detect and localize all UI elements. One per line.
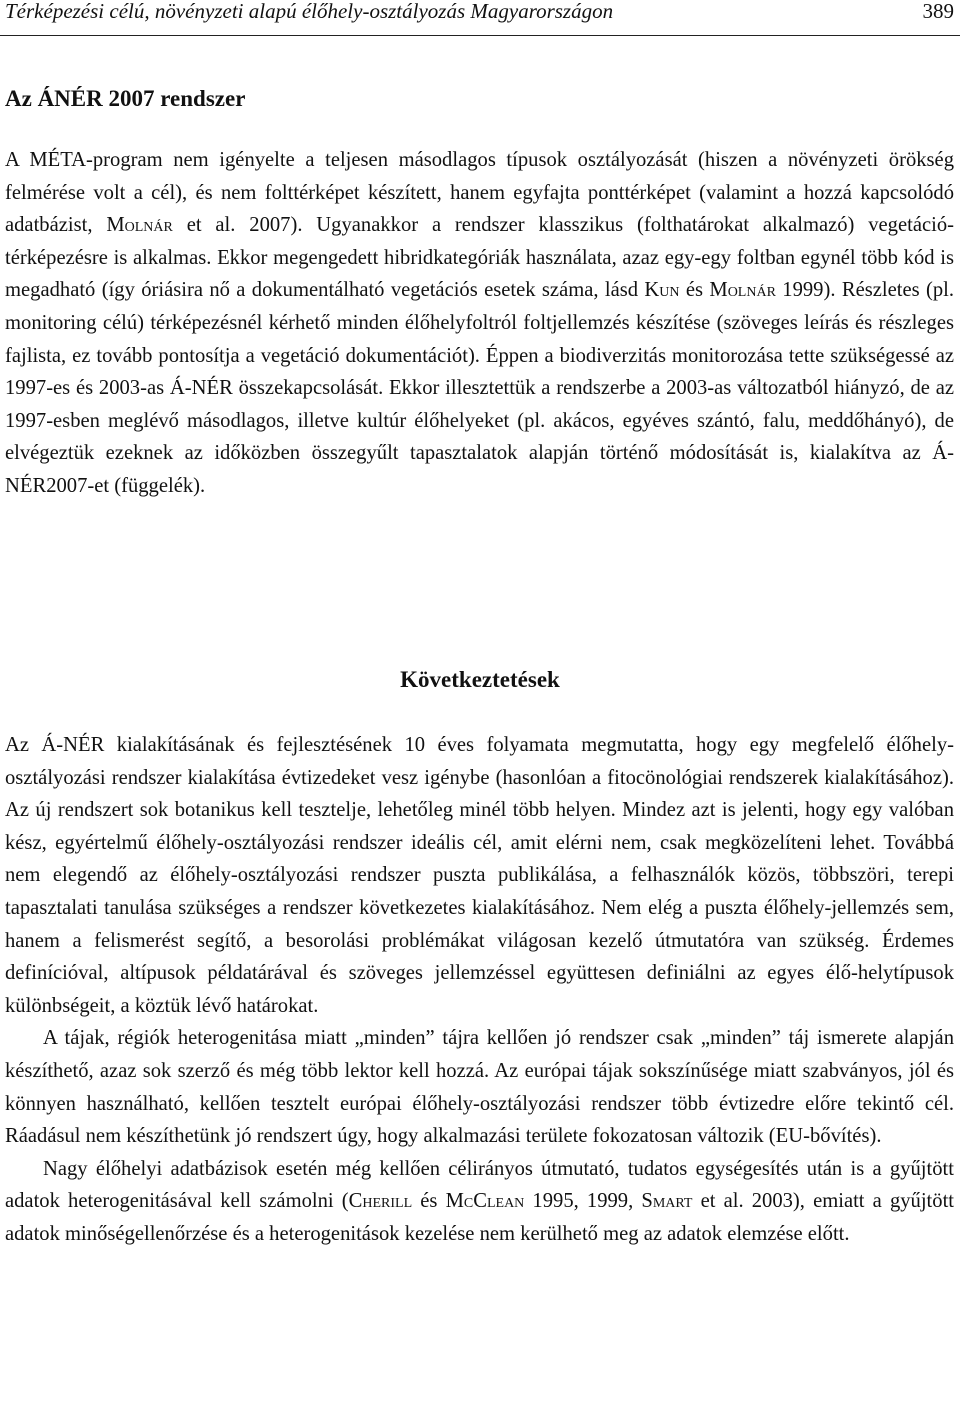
text-run: 1999). Részletes (pl. monitoring célú) térképezésnél kérhető minden élőhelyfoltról foltjellemzés készítése (szöveges leírás és részleges fajlista, ez tovább pontosítja a vegetáció dokumentációt). Éppen a biodiverzitás monitorozása tette szükségessé az 1997-es és 2003-as Á-NÉR összekapcsolását. Ekkor illesztettük a rendszerbe a 2003-as változatból hiányzó, de az 1997-esben meglévő másodlagos, illetve kultúr élőhelyeket (pl. akácos, egyéves szántó, falu, meddőhányó), de elvégeztük ezeknek az időközben összegyűlt tapasztalatok alapján történő módosítását is, kialakítva az Á-NÉR2007-et (függelék). bbox=[5, 279, 954, 497]
text-run: A MÉTA-program nem igényelte a teljesen másodlagos típusok osztályozását (hiszen a növényzeti örökség felmérése volt a cél), és nem folttérképet készített, hanem egyfajta ponttérképet (valamint a hozzá kapcsolódó adatbázist, bbox=[5, 149, 954, 237]
text-run: 1995, 1999, bbox=[524, 1190, 642, 1213]
text-run: et al. 2007). Ugyanakkor a rendszer klasszikus (folthatárokat alkalmazó) vegetáció-térképezésre is alkalmas. Ekkor megengedett hibridkategóriák használata, azaz egy-egy foltban egynél több kód is megadható (így óriásira nő a dokumentálható vegetációs esetek száma, lásd bbox=[5, 214, 954, 302]
citation-author: Molnár bbox=[106, 214, 173, 237]
running-header bbox=[5, 0, 954, 26]
section-heading-aner-2007: Az ÁNÉR 2007 rendszer bbox=[5, 86, 246, 111]
paragraph: Az Á-NÉR kialakításának és fejlesztésének 10 éves folyamata megmutatta, hogy egy megfelelő élőhely-osztályozási rendszer kialakítása évtizedeket vesz igénybe (hasonlóan a fitocönológiai rendszerek kialakításához). Az új rendszert sok botanikus kell tesztelje, lehetőleg minél több helyen. Mindez azt is jelenti, hogy egy valóban kész, egyértelmű élőhely-osztályozási rendszer ideális cél, amit elérni nem, csak megközelíteni lehet. Továbbá nem elegendő az élőhely-osztályozási rendszer puszta publikálása, a felhasználók közös, többszöri, terepi tapasztalati tanulása szükséges a rendszer következetes kialakításához. Nem elég a puszta élőhely-jellemzés sem, hanem a felismerést segítő, a besorolási problémákat világosan kezelő útmutatóra van szükség. Érdemes definícióval, altípusok példatárával és szöveges jellemzéssel együttesen definiálni az egyes élő-helytípusok különbségeit, a köztük lévő határokat. bbox=[5, 734, 954, 1017]
citation-author: Smart bbox=[641, 1190, 693, 1213]
section-body-aner-2007 bbox=[5, 144, 954, 503]
citation-author: Cherill bbox=[348, 1190, 413, 1213]
text-run: és bbox=[412, 1190, 446, 1213]
text-run: et al. 2003), emiatt a gyűjtött adatok minőségellenőrzése és a heterogenitások kezelése nem kerülhető meg az adatok elemzése előtt. bbox=[5, 1190, 955, 1245]
citation-author: McClean bbox=[445, 1190, 525, 1213]
paragraph: A tájak, régiók heterogenitása miatt „minden” tájra kellően jó rendszer csak „minden” táj ismerete alapján készíthető, azaz sok szerző és még több lektor kell hozzá. Az európai tájak sokszínűsége miatt szabványos, jól és könnyen használható, kellően tesztelt európai élőhely-osztályozási rendszer több évtizedre előre tekintő cél. Ráadásul nem készíthetünk jó rendszert úgy, hogy alkalmazási területe fokozatosan változik (EU-bővítés). bbox=[5, 1027, 954, 1148]
paragraph bbox=[5, 1153, 954, 1251]
paragraph bbox=[5, 144, 954, 503]
page-number: 389 bbox=[922, 0, 954, 23]
citation-author: Molnár bbox=[709, 279, 776, 302]
section-body-conclusions bbox=[5, 729, 954, 1251]
section-heading-conclusions: Következtetések bbox=[400, 667, 560, 692]
running-title: Térképezési célú, növényzeti alapú élőhely-osztályozás Magyarországon bbox=[5, 0, 614, 23]
text-run: és bbox=[679, 279, 710, 302]
text-run: Nagy élőhelyi adatbázisok esetén még kellően célirányos útmutató, tudatos egységesítés után is a gyűjtött adatok heterogenitásával kell számolni ( bbox=[5, 1157, 954, 1213]
header-rule bbox=[0, 35, 960, 36]
citation-author: Kun bbox=[644, 279, 680, 302]
